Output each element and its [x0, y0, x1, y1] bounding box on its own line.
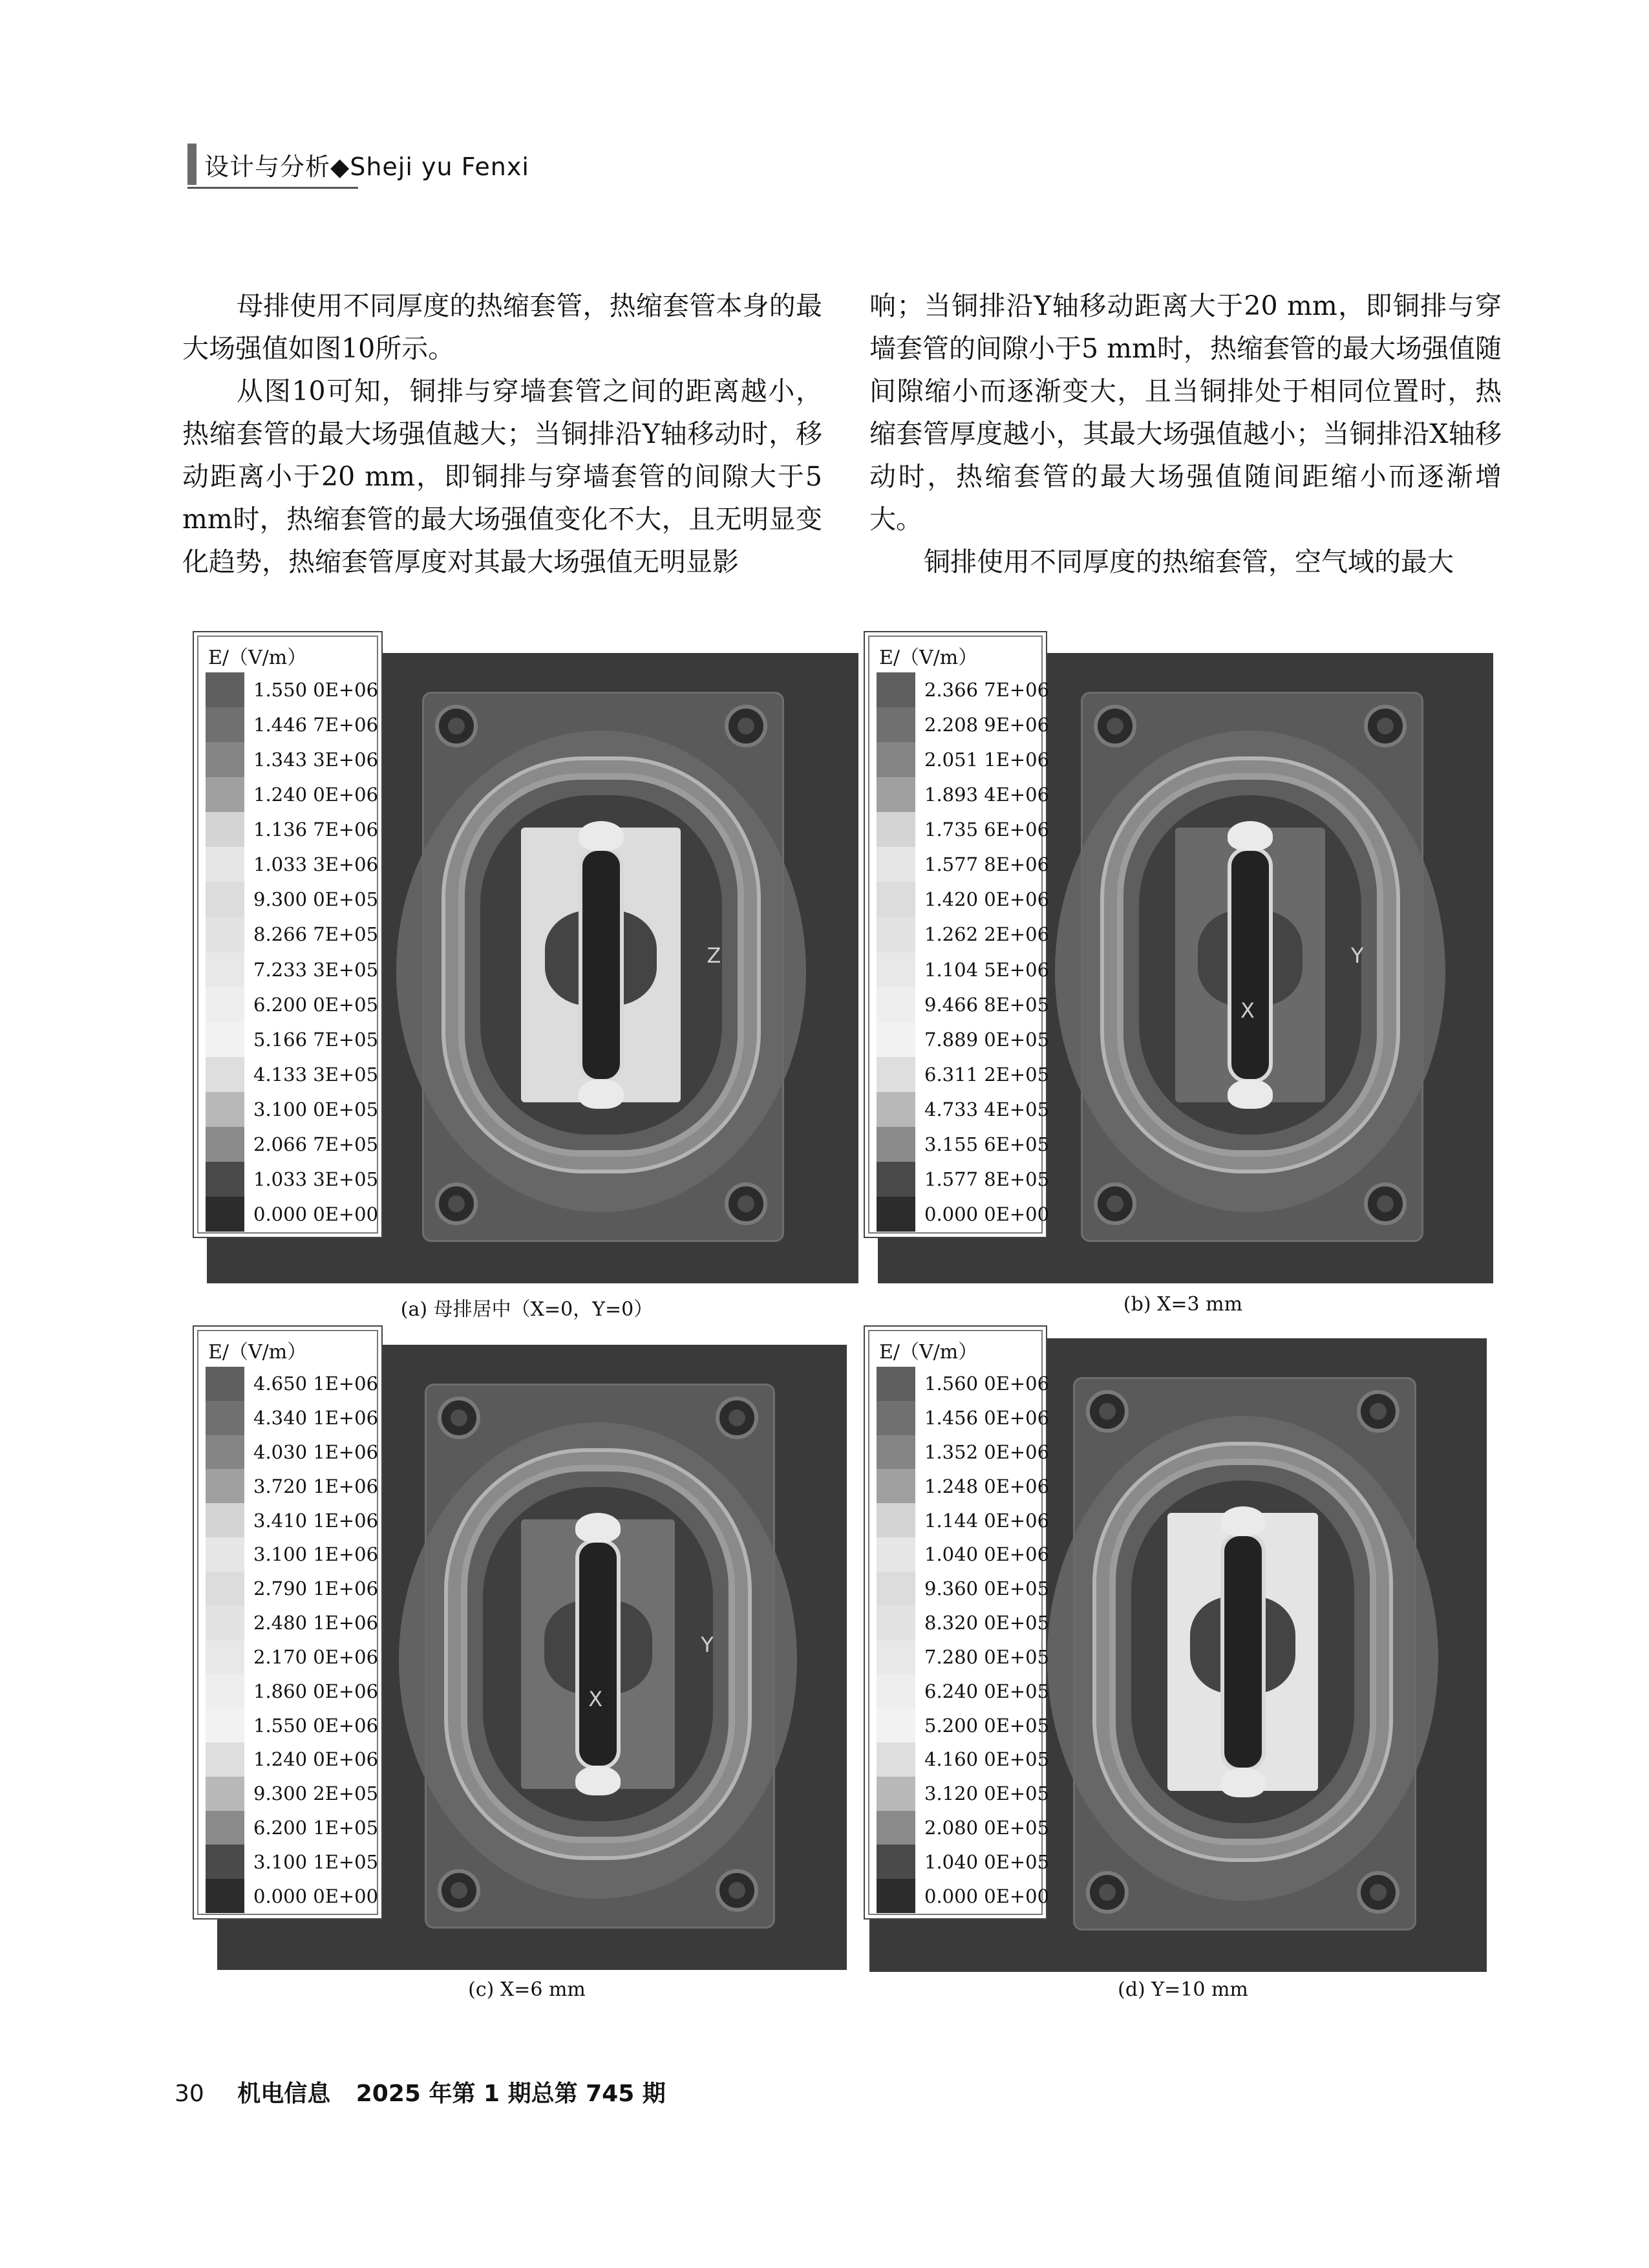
legend-entry [206, 847, 378, 882]
bolt-hole-icon [438, 1396, 480, 1439]
page-number: 30 [175, 2081, 204, 2107]
legend-entry [206, 987, 378, 1022]
bolt-hole-icon [435, 705, 478, 747]
legend-swatch [877, 1742, 915, 1777]
busbar-slot [1220, 1532, 1266, 1771]
legend-swatch [877, 987, 915, 1022]
legend-entry [206, 882, 378, 917]
field-peak-top [1220, 1506, 1266, 1536]
legend-value: 1.248 0E+06 [924, 1475, 1050, 1497]
bolt-hole-icon [1094, 705, 1136, 747]
legend-swatch [206, 1092, 244, 1127]
legend-entry [206, 917, 378, 952]
legend-swatch [877, 1845, 915, 1879]
color-legend [864, 1325, 1050, 1920]
legend-swatch [877, 1469, 915, 1503]
journal-issue: 2025 年第 1 期总第 745 期 [356, 2081, 666, 2107]
legend-swatch [877, 1606, 915, 1640]
paragraph: 从图10可知，铜排与穿墙套管之间的距离越小，热缩套管的最大场强值越大；当铜排沿Y轴移动时，移动距离小于20 mm，即铜排与穿墙套管的间隙大于5 mm时，热缩套管的最大场强值变化不大，且无明显变化趋势，热缩套管厚度对其最大场强值无明显影 [182, 376, 822, 577]
legend-swatch [877, 777, 915, 812]
legend-value: 4.733 4E+05 [924, 1098, 1050, 1120]
legend-swatch [877, 672, 915, 707]
legend-swatch [206, 1401, 244, 1435]
legend-swatch [877, 952, 915, 987]
legend-value: 1.136 7E+06 [253, 818, 379, 841]
figure-caption: (b) X=3 mm [1123, 1293, 1243, 1316]
legend-value: 2.051 1E+06 [924, 749, 1050, 771]
legend-value: 0.000 0E+00 [253, 1203, 379, 1225]
legend-entry [206, 777, 378, 812]
legend-swatch [206, 1606, 244, 1640]
legend-value: 1.577 8E+06 [924, 853, 1050, 876]
figure-caption: (a) 母排居中（X=0，Y=0） [400, 1298, 654, 1321]
field-peak-top [1228, 821, 1273, 851]
legend-value: 3.155 6E+05 [924, 1133, 1050, 1155]
legend-value: 1.550 0E+06 [253, 1714, 379, 1737]
legend-value: 1.735 6E+06 [924, 818, 1050, 841]
legend-swatch [877, 1708, 915, 1742]
legend-entry [877, 987, 1049, 1022]
legend-value: 3.100 1E+06 [253, 1543, 379, 1566]
legend-value: 1.040 0E+05 [924, 1850, 1050, 1873]
page-footer [175, 2075, 666, 2108]
legend-swatch [206, 742, 244, 777]
legend-entry [206, 1057, 378, 1092]
legend-value: 2.208 9E+06 [924, 714, 1050, 736]
legend-value: 4.650 1E+06 [253, 1373, 379, 1395]
legend-entry [206, 1811, 378, 1845]
legend-title: E/（V/m） [879, 647, 978, 669]
legend-entry [877, 1811, 1049, 1845]
legend-swatch [206, 1674, 244, 1708]
text-column-right [869, 284, 1502, 583]
legend-entry [206, 1401, 378, 1435]
color-legend [864, 631, 1050, 1238]
field-peak-bottom [1228, 1079, 1273, 1109]
legend-value: 5.166 7E+05 [253, 1028, 379, 1051]
legend-swatch [206, 1127, 244, 1162]
bolt-hole-icon [1357, 1871, 1399, 1914]
legend-value: 1.240 0E+06 [253, 784, 379, 806]
legend-value: 3.100 0E+05 [253, 1098, 379, 1120]
busbar-slot [575, 1539, 621, 1770]
legend-entry [206, 1777, 378, 1811]
legend-entry [877, 1162, 1049, 1197]
legend-swatch [877, 1572, 915, 1606]
bolt-hole-icon [1086, 1390, 1129, 1433]
legend-value: 8.266 7E+05 [253, 923, 379, 946]
legend-entry [206, 1845, 378, 1879]
legend-value: 1.577 8E+05 [924, 1168, 1050, 1190]
legend-entry [206, 1742, 378, 1777]
legend-value: 1.560 0E+06 [924, 1373, 1050, 1395]
legend-swatch [206, 1057, 244, 1092]
legend-entry [877, 1435, 1049, 1470]
legend-swatch [206, 1435, 244, 1470]
legend-swatch [206, 1708, 244, 1742]
legend-entry [206, 952, 378, 987]
bolt-hole-icon [1357, 1390, 1399, 1433]
legend-entry [206, 1162, 378, 1197]
legend-entry [206, 1537, 378, 1572]
legend-value: 4.340 1E+06 [253, 1407, 379, 1429]
header-marker [187, 144, 197, 185]
paragraph: 铜排使用不同厚度的热缩套管，空气域的最大 [924, 546, 1454, 577]
legend-entry [877, 1742, 1049, 1777]
legend-swatch [206, 812, 244, 847]
legend-value: 4.133 3E+05 [253, 1063, 379, 1086]
legend-swatch [877, 1777, 915, 1811]
legend-swatch [877, 1435, 915, 1470]
legend-entry [877, 1845, 1049, 1879]
legend-value: 1.352 0E+06 [924, 1441, 1050, 1464]
legend-entry [877, 1606, 1049, 1640]
legend-value: 0.000 0E+00 [924, 1885, 1050, 1907]
legend-entry [877, 1537, 1049, 1572]
legend-swatch [206, 777, 244, 812]
legend-swatch [877, 742, 915, 777]
bolt-hole-icon [438, 1869, 480, 1912]
running-header [187, 144, 529, 185]
legend-swatch [877, 882, 915, 917]
bolt-hole-icon [1364, 705, 1407, 747]
legend-entry [206, 1127, 378, 1162]
field-peak-bottom [579, 1079, 624, 1109]
legend-swatch [877, 1162, 915, 1197]
legend-swatch [877, 1057, 915, 1092]
legend-swatch [877, 1197, 915, 1232]
legend-entry [877, 777, 1049, 812]
legend-value: 1.240 0E+06 [253, 1748, 379, 1771]
field-peak-top [575, 1513, 621, 1543]
legend-value: 4.030 1E+06 [253, 1441, 379, 1464]
legend-swatch [206, 1640, 244, 1674]
legend-swatch [877, 1811, 915, 1845]
legend-entry [877, 1708, 1049, 1742]
field-peak-top [579, 821, 624, 851]
legend-swatch [877, 1022, 915, 1057]
legend-swatch [877, 1879, 915, 1913]
legend-entry [877, 1092, 1049, 1127]
legend-entry [877, 1057, 1049, 1092]
legend-value: 1.456 0E+06 [924, 1407, 1050, 1429]
legend-value: 1.104 5E+06 [924, 958, 1050, 981]
legend-entry [877, 882, 1049, 917]
legend-title: E/（V/m） [879, 1341, 978, 1364]
legend-entry [877, 1367, 1049, 1401]
legend-swatch [206, 672, 244, 707]
legend-entry [877, 1401, 1049, 1435]
bolt-hole-icon [1364, 1182, 1407, 1225]
legend-value: 6.240 0E+05 [924, 1680, 1050, 1702]
legend-swatch [206, 882, 244, 917]
legend-entry [206, 1708, 378, 1742]
legend-value: 2.790 1E+06 [253, 1578, 379, 1600]
legend-value: 1.420 0E+06 [924, 888, 1050, 911]
legend-swatch [206, 1022, 244, 1057]
legend-value: 3.100 1E+05 [253, 1850, 379, 1873]
legend-entry [206, 1606, 378, 1640]
color-legend [193, 1325, 383, 1920]
legend-value: 3.720 1E+06 [253, 1475, 379, 1497]
legend-swatch [877, 847, 915, 882]
legend-entry [877, 1503, 1049, 1537]
legend-value: 0.000 0E+00 [253, 1885, 379, 1907]
legend-value: 3.410 1E+06 [253, 1509, 379, 1532]
legend-swatch [206, 1845, 244, 1879]
axis-label: X [588, 1686, 603, 1711]
legend-value: 0.000 0E+00 [924, 1203, 1050, 1225]
legend-swatch [877, 707, 915, 742]
legend-value: 9.360 0E+05 [924, 1578, 1050, 1600]
legend-swatch [206, 1572, 244, 1606]
legend-entry [206, 1022, 378, 1057]
bolt-hole-icon [435, 1182, 478, 1225]
legend-entry [206, 1674, 378, 1708]
legend-swatch [877, 1367, 915, 1401]
legend-value: 2.080 0E+05 [924, 1816, 1050, 1839]
legend-swatch [877, 917, 915, 952]
legend-swatch [877, 1640, 915, 1674]
legend-value: 1.040 0E+06 [924, 1543, 1050, 1566]
legend-swatch [206, 1537, 244, 1572]
legend-entry [206, 1092, 378, 1127]
legend-entry [877, 952, 1049, 987]
legend-entry [877, 1469, 1049, 1503]
legend-entry [877, 1640, 1049, 1674]
legend-value: 9.300 2E+05 [253, 1782, 379, 1805]
legend-value: 6.311 2E+05 [924, 1063, 1050, 1086]
legend-value: 1.550 0E+06 [253, 679, 379, 701]
legend-swatch [206, 1367, 244, 1401]
axis-label: X [1240, 998, 1255, 1023]
legend-value: 4.160 0E+05 [924, 1748, 1050, 1771]
legend-swatch [206, 917, 244, 952]
legend-swatch [206, 987, 244, 1022]
text-column-left [182, 284, 822, 583]
legend-entry [877, 1879, 1049, 1913]
legend-entry [206, 1197, 378, 1232]
legend-value: 7.280 0E+05 [924, 1645, 1050, 1668]
legend-value: 2.366 7E+06 [924, 679, 1050, 701]
legend-entry [877, 1674, 1049, 1708]
axis-label: Z [707, 943, 721, 968]
legend-value: 1.343 3E+06 [253, 749, 379, 771]
legend-value: 7.233 3E+05 [253, 958, 379, 981]
legend-swatch [206, 847, 244, 882]
bolt-hole-icon [716, 1869, 758, 1912]
legend-entry [206, 1572, 378, 1606]
legend-value: 9.466 8E+05 [924, 993, 1050, 1016]
legend-entry [877, 742, 1049, 777]
legend-swatch [206, 1811, 244, 1845]
legend-entry [877, 1197, 1049, 1232]
legend-value: 9.300 0E+05 [253, 888, 379, 911]
legend-entry [206, 742, 378, 777]
legend-value: 6.200 0E+05 [253, 993, 379, 1016]
legend-value: 8.320 0E+05 [924, 1612, 1050, 1634]
legend-entry [206, 1879, 378, 1913]
legend-entry [206, 1367, 378, 1401]
legend-entry [877, 1572, 1049, 1606]
color-legend [193, 631, 383, 1238]
legend-entry [877, 1127, 1049, 1162]
legend-entry [877, 1777, 1049, 1811]
legend-value: 2.170 0E+06 [253, 1645, 379, 1668]
section-title: 设计与分析◆Sheji yu Fenxi [204, 152, 529, 181]
legend-swatch [206, 1777, 244, 1811]
legend-swatch [877, 1127, 915, 1162]
legend-value: 5.200 0E+05 [924, 1714, 1050, 1737]
legend-entry [206, 1503, 378, 1537]
paragraph: 响；当铜排沿Y轴移动距离大于20 mm，即铜排与穿墙套管的间隙小于5 mm时，热缩套管的最大场强值随间隙缩小而逐渐变大，且当铜排处于相同位置时，热缩套管厚度越小，其最大场强值越小；当铜排沿X轴移动时，热缩套管的最大场强值随间距缩小而逐渐增大。 [869, 290, 1502, 535]
legend-entry [877, 847, 1049, 882]
legend-swatch [206, 952, 244, 987]
legend-entry [206, 1640, 378, 1674]
legend-swatch [877, 1092, 915, 1127]
legend-swatch [877, 1674, 915, 1708]
legend-value: 1.446 7E+06 [253, 714, 379, 736]
legend-value: 1.262 2E+06 [924, 923, 1050, 946]
legend-value: 1.860 0E+06 [253, 1680, 379, 1702]
legend-title: E/（V/m） [208, 647, 307, 669]
legend-entry [206, 707, 378, 742]
legend-swatch [206, 1879, 244, 1913]
journal-name: 机电信息 [237, 2081, 331, 2107]
figure-caption: (c) X=6 mm [468, 1978, 586, 2001]
legend-title: E/（V/m） [208, 1341, 307, 1364]
legend-swatch [877, 1537, 915, 1572]
legend-value: 3.120 0E+05 [924, 1782, 1050, 1805]
legend-entry [877, 672, 1049, 707]
busbar-slot [1228, 847, 1273, 1083]
legend-entry [206, 1435, 378, 1470]
paragraph: 母排使用不同厚度的热缩套管，热缩套管本身的最大场强值如图10所示。 [182, 290, 822, 364]
legend-value: 1.033 3E+06 [253, 853, 379, 876]
legend-entry [877, 1022, 1049, 1057]
legend-value: 7.889 0E+05 [924, 1028, 1050, 1051]
legend-entry [206, 672, 378, 707]
axis-label: Y [1350, 943, 1364, 968]
legend-entry [877, 917, 1049, 952]
legend-value: 6.200 1E+05 [253, 1816, 379, 1839]
bolt-hole-icon [1086, 1871, 1129, 1914]
bolt-hole-icon [1094, 1182, 1136, 1225]
legend-swatch [206, 1742, 244, 1777]
legend-swatch [206, 1469, 244, 1503]
busbar-slot [579, 847, 624, 1083]
bolt-hole-icon [725, 705, 767, 747]
bolt-hole-icon [716, 1396, 758, 1439]
legend-swatch [877, 1503, 915, 1537]
legend-entry [206, 1469, 378, 1503]
legend-entry [877, 812, 1049, 847]
axis-label: Y [701, 1632, 714, 1658]
field-peak-bottom [575, 1766, 621, 1795]
field-peak-bottom [1220, 1768, 1266, 1797]
legend-entry [206, 812, 378, 847]
legend-value: 2.480 1E+06 [253, 1612, 379, 1634]
legend-value: 1.144 0E+06 [924, 1509, 1050, 1532]
legend-swatch [877, 812, 915, 847]
bolt-hole-icon [725, 1182, 767, 1225]
legend-swatch [877, 1401, 915, 1435]
header-rule [187, 187, 358, 189]
figure-caption: (d) Y=10 mm [1118, 1978, 1248, 2001]
legend-value: 1.033 3E+05 [253, 1168, 379, 1190]
legend-entry [877, 707, 1049, 742]
legend-value: 2.066 7E+05 [253, 1133, 379, 1155]
legend-swatch [206, 1197, 244, 1232]
legend-swatch [206, 1503, 244, 1537]
legend-swatch [206, 1162, 244, 1197]
legend-value: 1.893 4E+06 [924, 784, 1050, 806]
legend-swatch [206, 707, 244, 742]
